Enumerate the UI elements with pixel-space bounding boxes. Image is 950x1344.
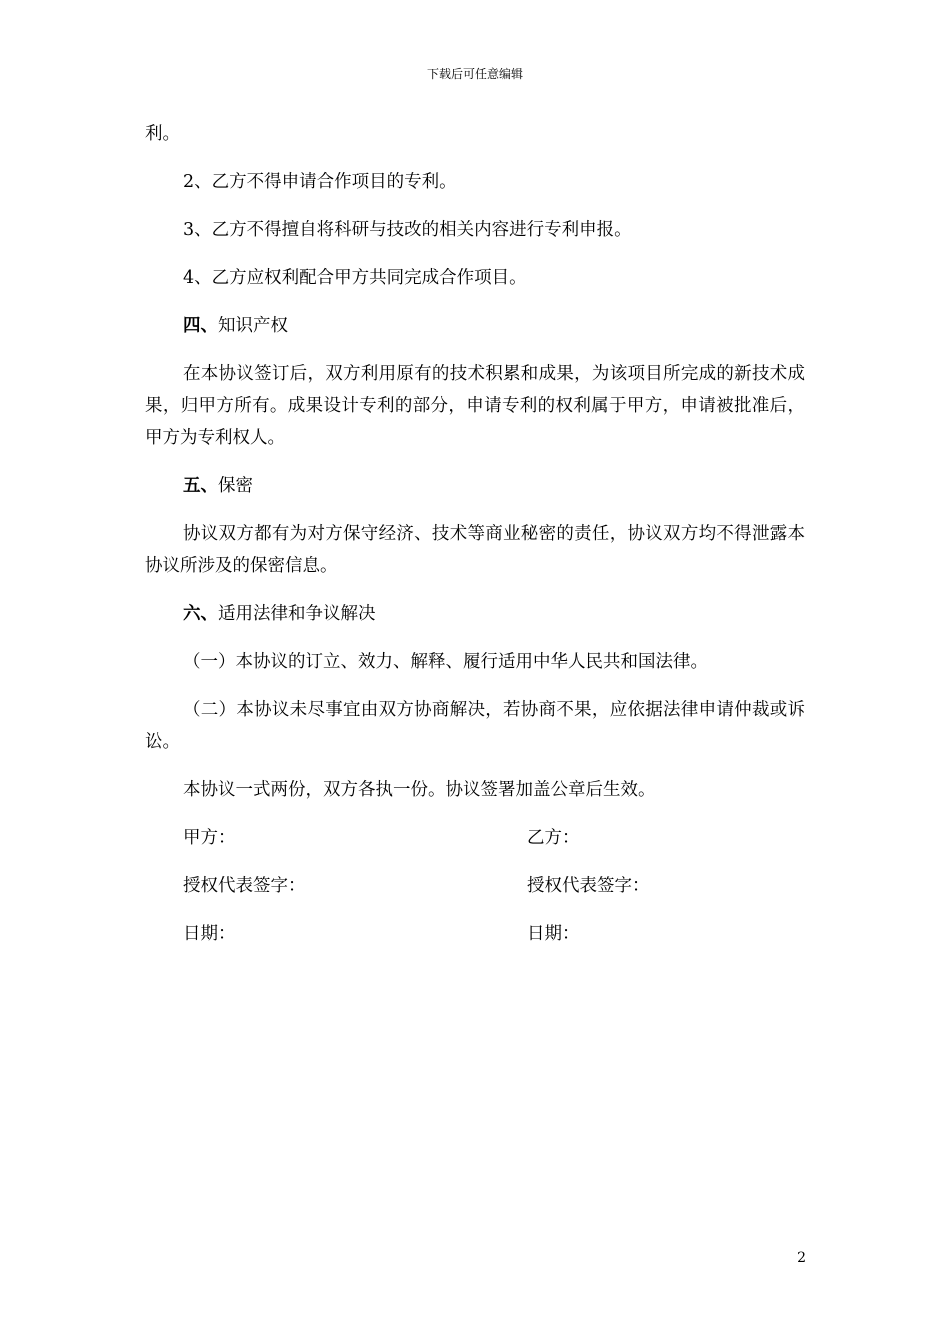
section-heading-confidentiality [145, 470, 805, 502]
paragraph-law-2: （二）本协议未尽事宜由双方协商解决，若协商不果，应依据法律申请仲裁或诉讼。 [145, 700, 805, 752]
clause-2: 2、乙方不得申请合作项目的专利。 [183, 172, 457, 192]
section-number: 五、 [183, 476, 218, 496]
section-title: 保密 [218, 476, 253, 496]
section-title: 知识产权 [218, 316, 288, 336]
section-number: 六、 [183, 604, 218, 624]
party-a-date-label: 日期： [183, 924, 236, 944]
party-b-representative-label: 授权代表签字： [527, 876, 650, 896]
paragraph-ip: 在本协议签订后，双方利用原有的技术积累和成果，为该项目所完成的新技术成果，归甲方所有。成果设计专利的部分，申请专利的权利属于甲方，申请被批准后，甲方为专利权人。 [145, 364, 805, 448]
signature-row-date [183, 918, 805, 950]
signature-row-party [183, 822, 805, 854]
paragraph-copies: 本协议一式两份，双方各执一份。协议签署加盖公章后生效。 [183, 780, 656, 800]
paragraph-confidentiality: 协议双方都有为对方保守经济、技术等商业秘密的责任，协议双方均不得泄露本协议所涉及的保密信息。 [145, 524, 805, 576]
paragraph-law-1: （一）本协议的订立、效力、解释、履行适用中华人民共和国法律。 [183, 652, 708, 672]
page-header: 下载后可任意编辑 [426, 67, 523, 81]
section-heading-law [145, 598, 805, 630]
party-a-representative-label: 授权代表签字： [183, 876, 306, 896]
party-b-date-label: 日期： [527, 924, 580, 944]
section-heading-ip [145, 310, 805, 342]
clause-4: 4、乙方应权利配合甲方共同完成合作项目。 [183, 268, 527, 288]
document-body [145, 118, 805, 966]
paragraph-continuation: 利。 [145, 124, 180, 144]
clause-3: 3、乙方不得擅自将科研与技改的相关内容进行专利申报。 [183, 220, 632, 240]
section-number: 四、 [183, 316, 218, 336]
party-b-label: 乙方： [527, 828, 580, 848]
party-a-label: 甲方： [183, 828, 236, 848]
section-title: 适用法律和争议解决 [218, 604, 376, 624]
page-number: 2 [797, 1250, 806, 1266]
signature-row-representative [183, 870, 805, 902]
